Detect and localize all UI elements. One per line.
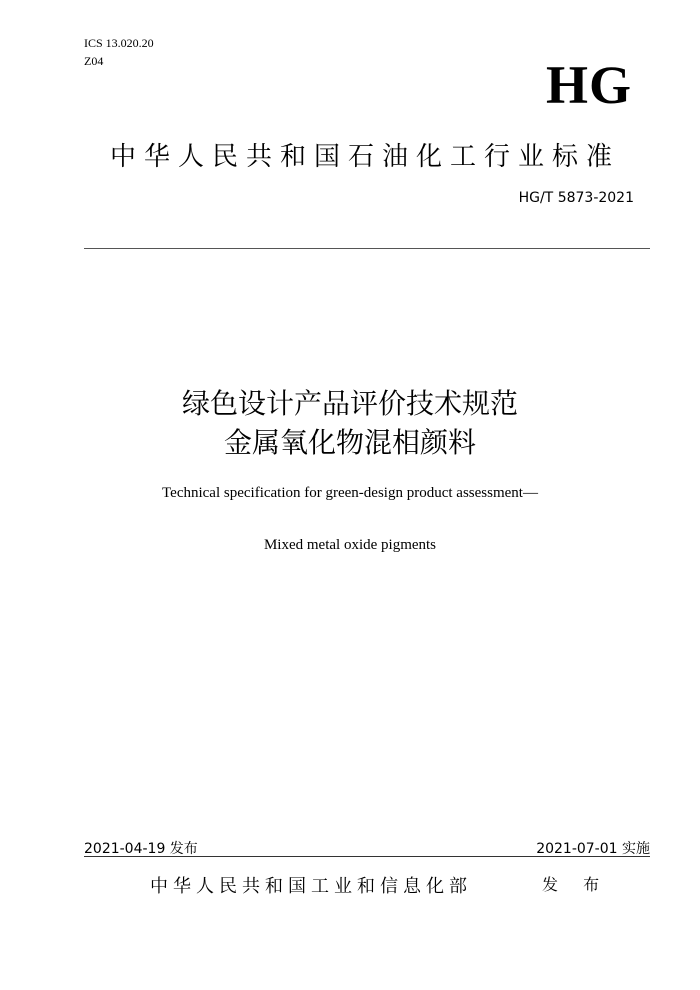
hg-logo: HG [545, 55, 632, 115]
ics-code: ICS 13.020.20 [84, 36, 154, 50]
top-divider [84, 248, 650, 249]
english-title-line-1: Technical specification for green-design product assessment— [162, 485, 538, 501]
issuing-authority: 中华人民共和国工业和信息化部 [150, 876, 472, 897]
implementation-date: 2021-07-01 实施 [536, 841, 650, 857]
bottom-divider [84, 856, 650, 857]
document-title-line-1: 绿色设计产品评价技术规范 [181, 387, 518, 420]
issue-date: 2021-04-19 发布 [84, 841, 198, 857]
classification-code: Z04 [84, 54, 104, 68]
standard-code: HG/T 5873-2021 [518, 190, 634, 206]
industry-standard-title: 中华人民共和国石油化工行业标准 [109, 142, 620, 172]
document-title-line-2: 金属氧化物混相颜料 [223, 426, 476, 459]
publish-label: 发 布 [542, 875, 610, 894]
english-title-line-2: Mixed metal oxide pigments [263, 537, 437, 553]
